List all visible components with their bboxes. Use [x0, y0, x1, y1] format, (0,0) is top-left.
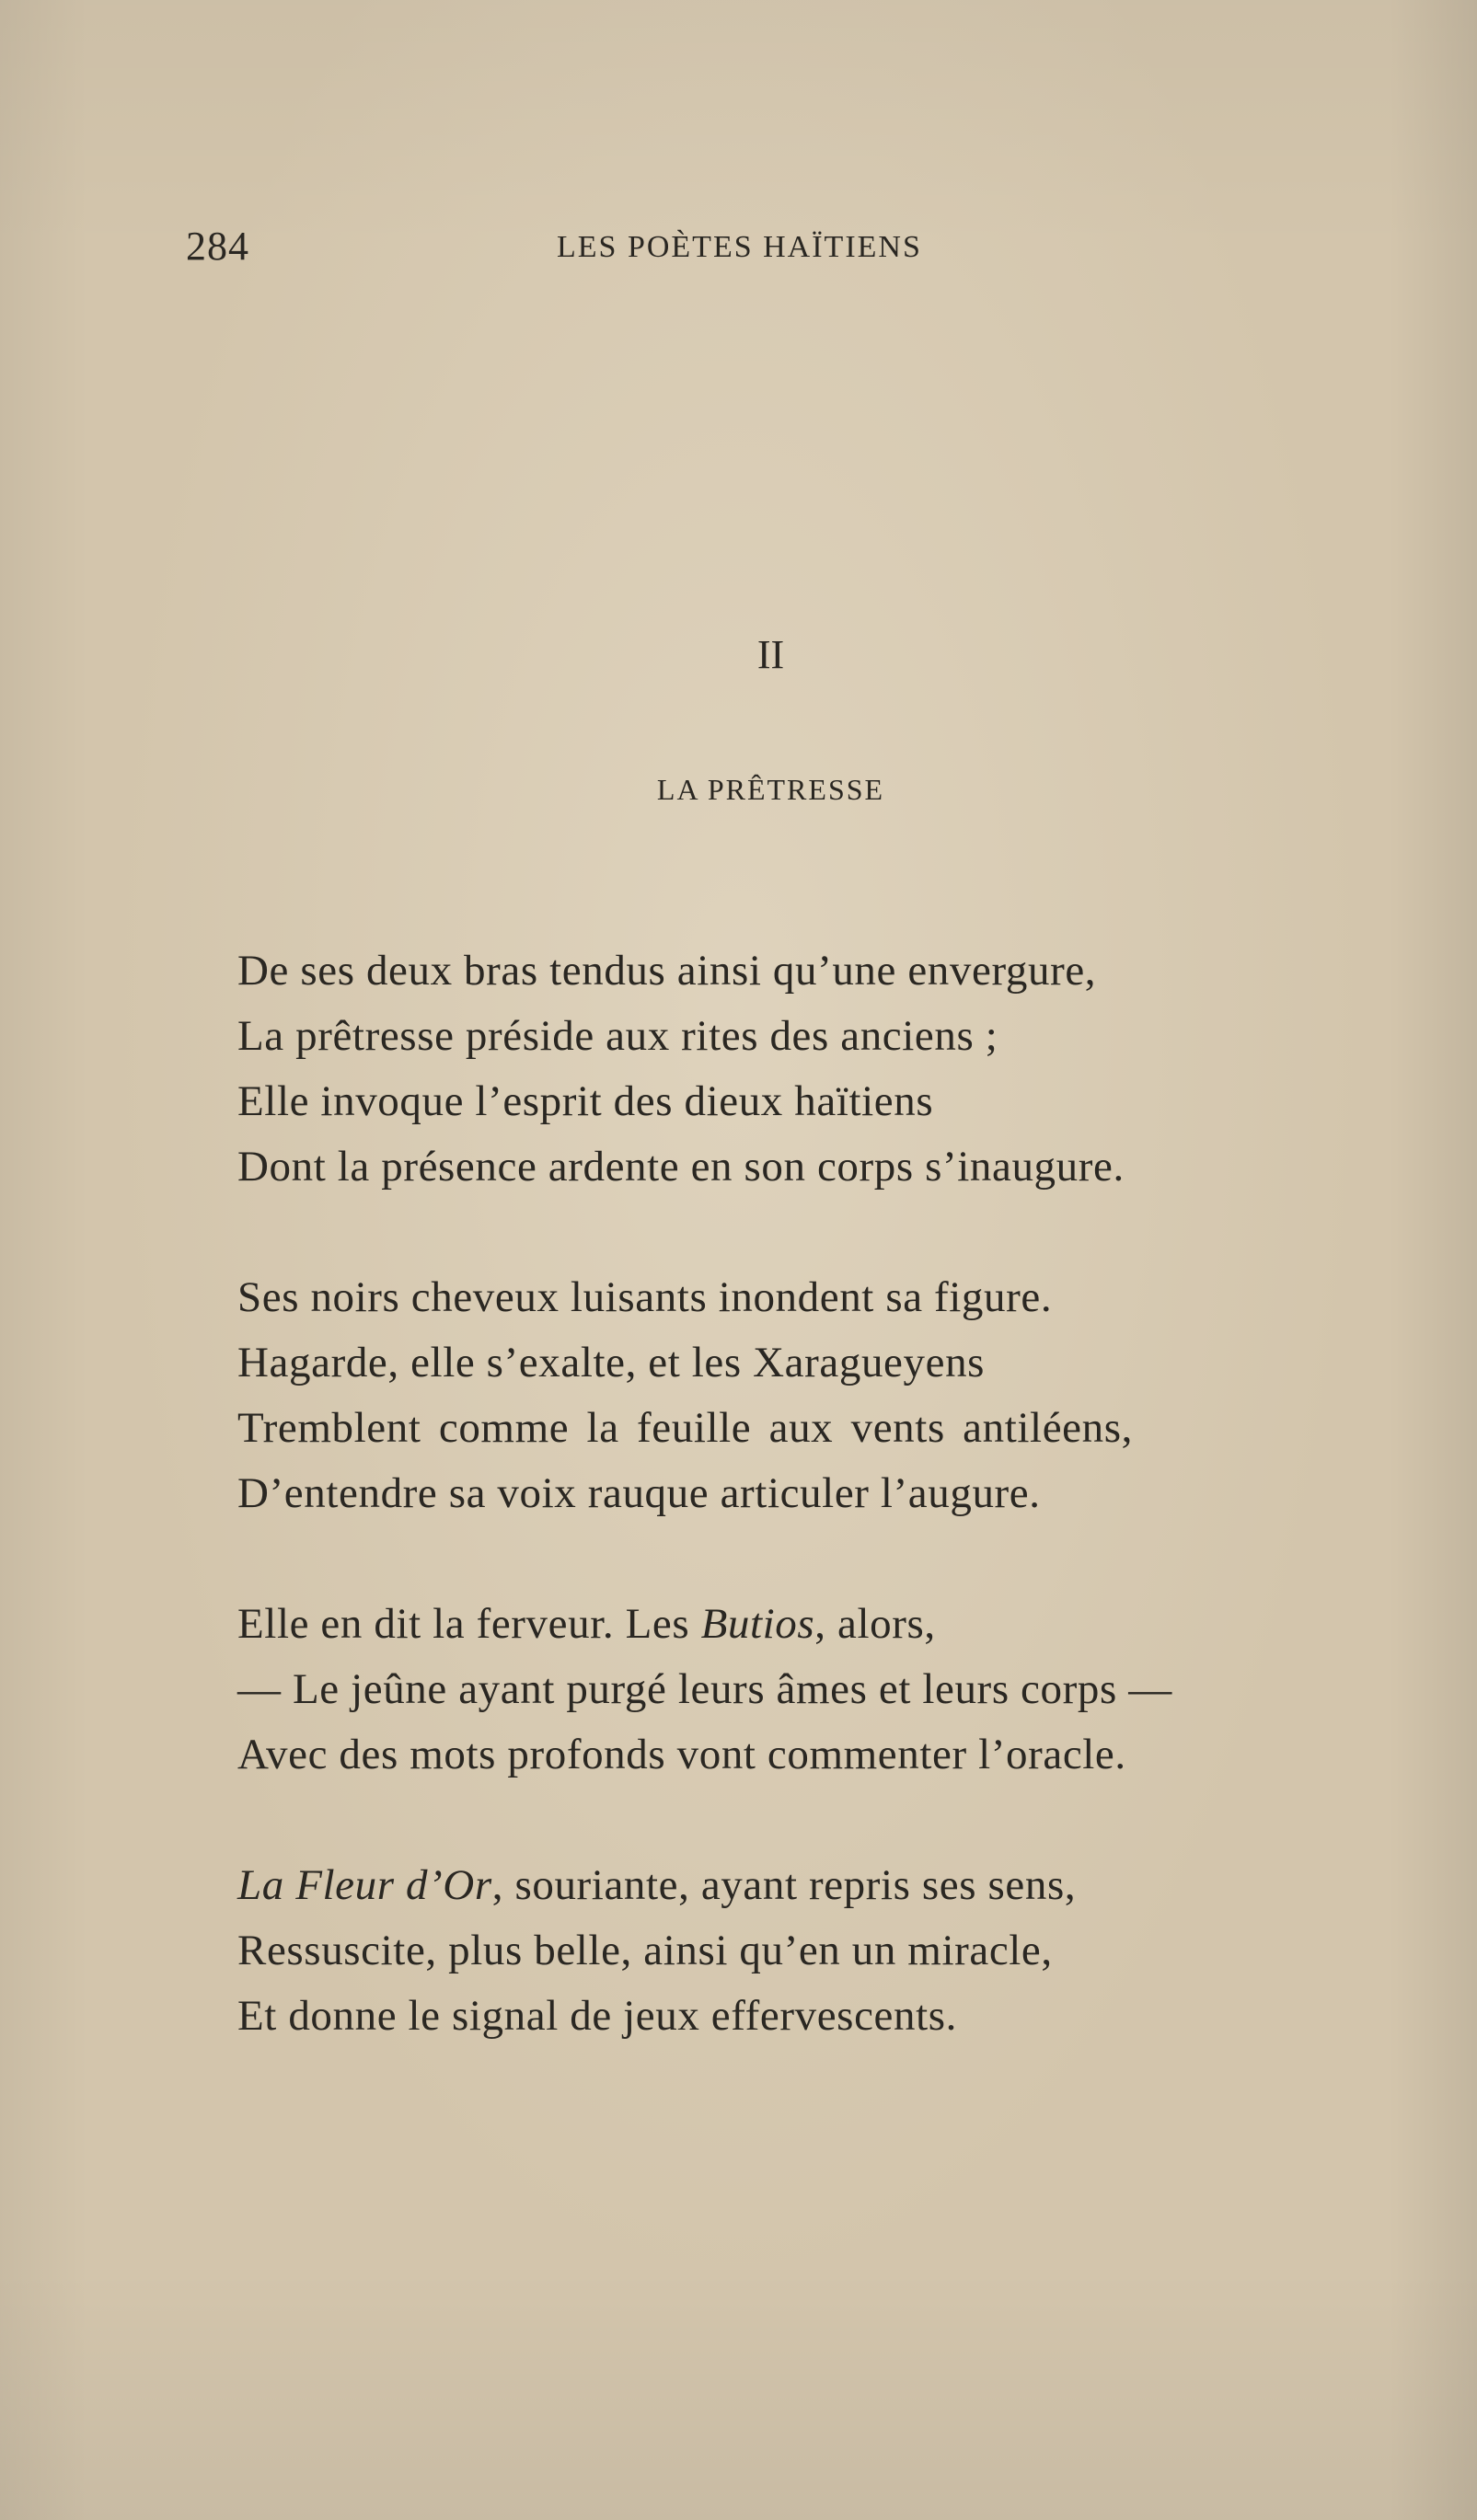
- verse-line: Tremblent comme la feuille aux vents antiléens,: [237, 1404, 1133, 1452]
- verse-line: — Le jeûne ayant purgé leurs âmes et leurs corps —: [237, 1665, 1172, 1713]
- verse-line: Ressuscite, plus belle, ainsi qu’en un miracle,: [237, 1927, 1053, 1974]
- section-number: II: [756, 632, 785, 677]
- running-head: [0, 223, 1477, 278]
- running-title: LES POÈTES HAÏTIENS: [557, 230, 922, 264]
- italic-term: Butios: [700, 1600, 815, 1648]
- poem-title: LA PRÊTRESSE: [656, 773, 885, 806]
- poem-body: [237, 938, 1379, 2114]
- stanza-1: [237, 938, 1379, 1200]
- verse-text: , souriante, ayant repris ses sens,: [491, 1861, 1077, 1909]
- verse-line: De ses deux bras tendus ainsi qu’une envergure,: [237, 947, 1097, 995]
- italic-term: La Fleur d’Or: [237, 1861, 492, 1909]
- verse-line: La prêtresse préside aux rites des anciens ;: [237, 1012, 998, 1060]
- verse-line: [237, 1853, 1379, 1918]
- stanza-3: [237, 1592, 1379, 1788]
- verse-line: Ses noirs cheveux luisants inondent sa figure.: [237, 1273, 1053, 1321]
- page-number: 284: [186, 224, 249, 269]
- verse-line: Hagarde, elle s’exalte, et les Xaragueyens: [237, 1339, 986, 1387]
- stanza-4: [237, 1853, 1379, 2049]
- verse-line: Dont la présence ardente en son corps s’inaugure.: [237, 1143, 1125, 1191]
- verse-line: Elle invoque l’esprit des dieux haïtiens: [237, 1077, 934, 1125]
- stanza-2: [237, 1265, 1379, 1526]
- verse-line: [237, 1592, 1379, 1657]
- verse-line: D’entendre sa voix rauque articuler l’augure.: [237, 1469, 1041, 1517]
- verse-text: Elle en dit la ferveur. Les: [237, 1600, 701, 1648]
- verse-text: , alors,: [814, 1600, 936, 1648]
- verse-line: Avec des mots profonds vont commenter l’oracle.: [237, 1731, 1126, 1778]
- verse-line: Et donne le signal de jeux effervescents.: [237, 1992, 957, 2040]
